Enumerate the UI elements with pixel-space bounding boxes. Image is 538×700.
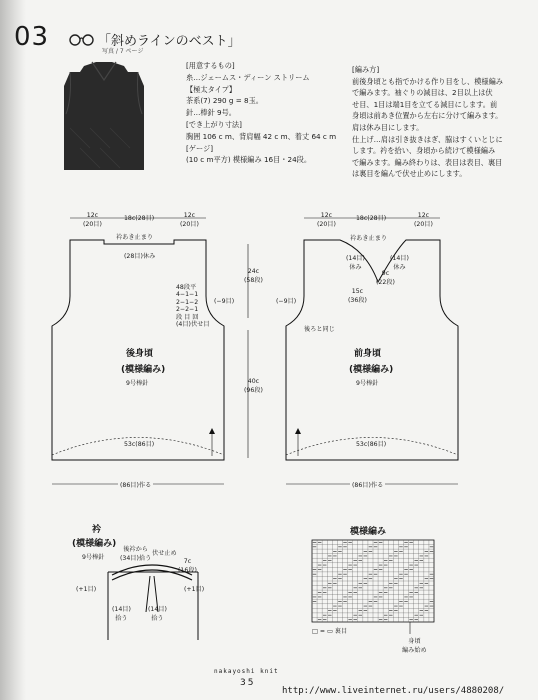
back-armhole-depth: 24c (58段) xyxy=(244,268,263,284)
instructions-line: します。衿を拾い、身頃から続けて模様編み xyxy=(352,146,496,156)
collar-bind-off: 伏せ止め xyxy=(152,550,177,557)
front-shoulder-width-left: 12c (20目) xyxy=(317,212,336,228)
collar-increase-left: (+1目) xyxy=(76,586,97,593)
front-width: 53c(86目) xyxy=(356,441,387,448)
instructions-line: せ目、1目は端1目を立てる減目にします。前 xyxy=(352,99,498,109)
front-piece-name: 前身頃 xyxy=(354,349,382,359)
source-url-watermark: http://www.liveinternet.ru/users/4880208/ xyxy=(282,686,505,696)
materials-line: 【極太タイプ】 xyxy=(186,84,237,94)
back-shoulder-width-left: 12c (20目) xyxy=(83,212,102,228)
materials-line: [用意するもの] xyxy=(186,61,235,70)
materials-line: 茶系(7) 290 g = 8玉。 xyxy=(186,96,263,106)
front-stitch-type: (模様編み) xyxy=(349,365,394,375)
back-neck-rest: (28目)休み xyxy=(124,253,156,260)
collar-back-pickup: 後衿から (34目)拾う xyxy=(120,546,152,562)
instructions-line: で編みます。袖ぐりの減目は、2目以上は伏 xyxy=(352,88,493,98)
pattern-number: 03 xyxy=(14,22,50,52)
front-neck-width: 18c(28目) xyxy=(356,215,387,222)
back-side-decrease: (−9目) xyxy=(214,298,235,305)
front-rest-left: (14目) 休み xyxy=(346,255,365,271)
chart-title: 模様編み xyxy=(350,527,387,537)
front-opening-depth: 9c (22段) xyxy=(376,270,395,286)
materials-line: [でき上がり寸法] xyxy=(186,119,242,129)
collar-increase-right: (+1目) xyxy=(184,586,205,593)
instructions-line: 仕上げ…肩は引き抜きはぎ、脇はすくいとじに xyxy=(352,134,503,144)
back-width: 53c(86目) xyxy=(124,441,155,448)
instructions-line: [編み方] xyxy=(352,65,380,74)
brand-footer: nakayoshi knit xyxy=(214,668,279,675)
materials-line: [ゲージ] xyxy=(186,143,214,153)
instructions-line: 身頃は前あき位置から左右に分けて編みます。 xyxy=(352,111,503,121)
back-needle: 9号棒針 xyxy=(126,380,149,387)
materials-line: (10 c m平方) 模様編み 16目・24段。 xyxy=(186,155,312,165)
back-armhole-decrease-table: 48段平 4−1−1 2−1−2 2−2−1 段 目 回 (4目)伏せ目 xyxy=(176,284,210,329)
instructions-line: 前後身頃とも指でかける作り目をし、模様編み xyxy=(352,76,503,86)
instructions-line: 肩は休み目にします。 xyxy=(352,122,424,132)
back-piece-name: 後身頃 xyxy=(126,349,154,359)
page-number: 35 xyxy=(240,678,256,688)
back-body-length: 40c (96段) xyxy=(244,378,263,394)
front-rest-right: (14目) 休み xyxy=(390,255,409,271)
chart-start-label: 身頃 編み始め xyxy=(402,638,427,654)
collar-stitch-type: (模様編み) xyxy=(72,539,117,549)
materials-line: 糸…ジェームス・ディーン ストリーム xyxy=(186,72,310,82)
collar-name: 衿 xyxy=(92,525,102,535)
front-collar-stop: 衿あき止まり xyxy=(350,235,388,242)
front-cast-on: (86目)作る xyxy=(352,482,384,489)
back-shoulder-width-right: 12c (20目) xyxy=(180,212,199,228)
front-shoulder-width-right: 12c (20目) xyxy=(414,212,433,228)
front-needle: 9号棒針 xyxy=(356,380,379,387)
materials-line: 針…棒針 9号。 xyxy=(186,108,236,118)
collar-needle: 9号棒針 xyxy=(82,554,105,561)
pattern-title: 「斜めラインのベスト」 xyxy=(98,34,241,49)
back-collar-stop: 衿あき止まり xyxy=(116,234,154,241)
photo-reference: 写真 / 7 ページ xyxy=(102,48,144,55)
front-side-decrease: (−9目) xyxy=(276,298,297,305)
chart-legend: □ = ▭ 裏目 xyxy=(312,628,348,635)
instructions-line: で編みます。編み終わりは、表目は表目、裏目 xyxy=(352,157,503,167)
back-stitch-type: (模様編み) xyxy=(121,365,166,375)
collar-pickup-right: (14目) 拾う xyxy=(148,606,167,622)
back-cast-on: (86目)作る xyxy=(120,482,152,489)
materials-line: 胸囲 106 c m、背肩幅 42 c m、着丈 64 c m xyxy=(186,131,337,141)
collar-height: 7c (16段) xyxy=(178,558,197,574)
back-neck-width: 18c(28目) xyxy=(124,215,155,222)
collar-pickup-left: (14目) 拾う xyxy=(112,606,131,622)
instructions-line: は裏目を編んで伏せ止めにします。 xyxy=(352,169,467,179)
front-same-as-back: 後ろと同じ xyxy=(304,326,335,333)
front-neck-depth: 15c (36段) xyxy=(348,288,367,304)
